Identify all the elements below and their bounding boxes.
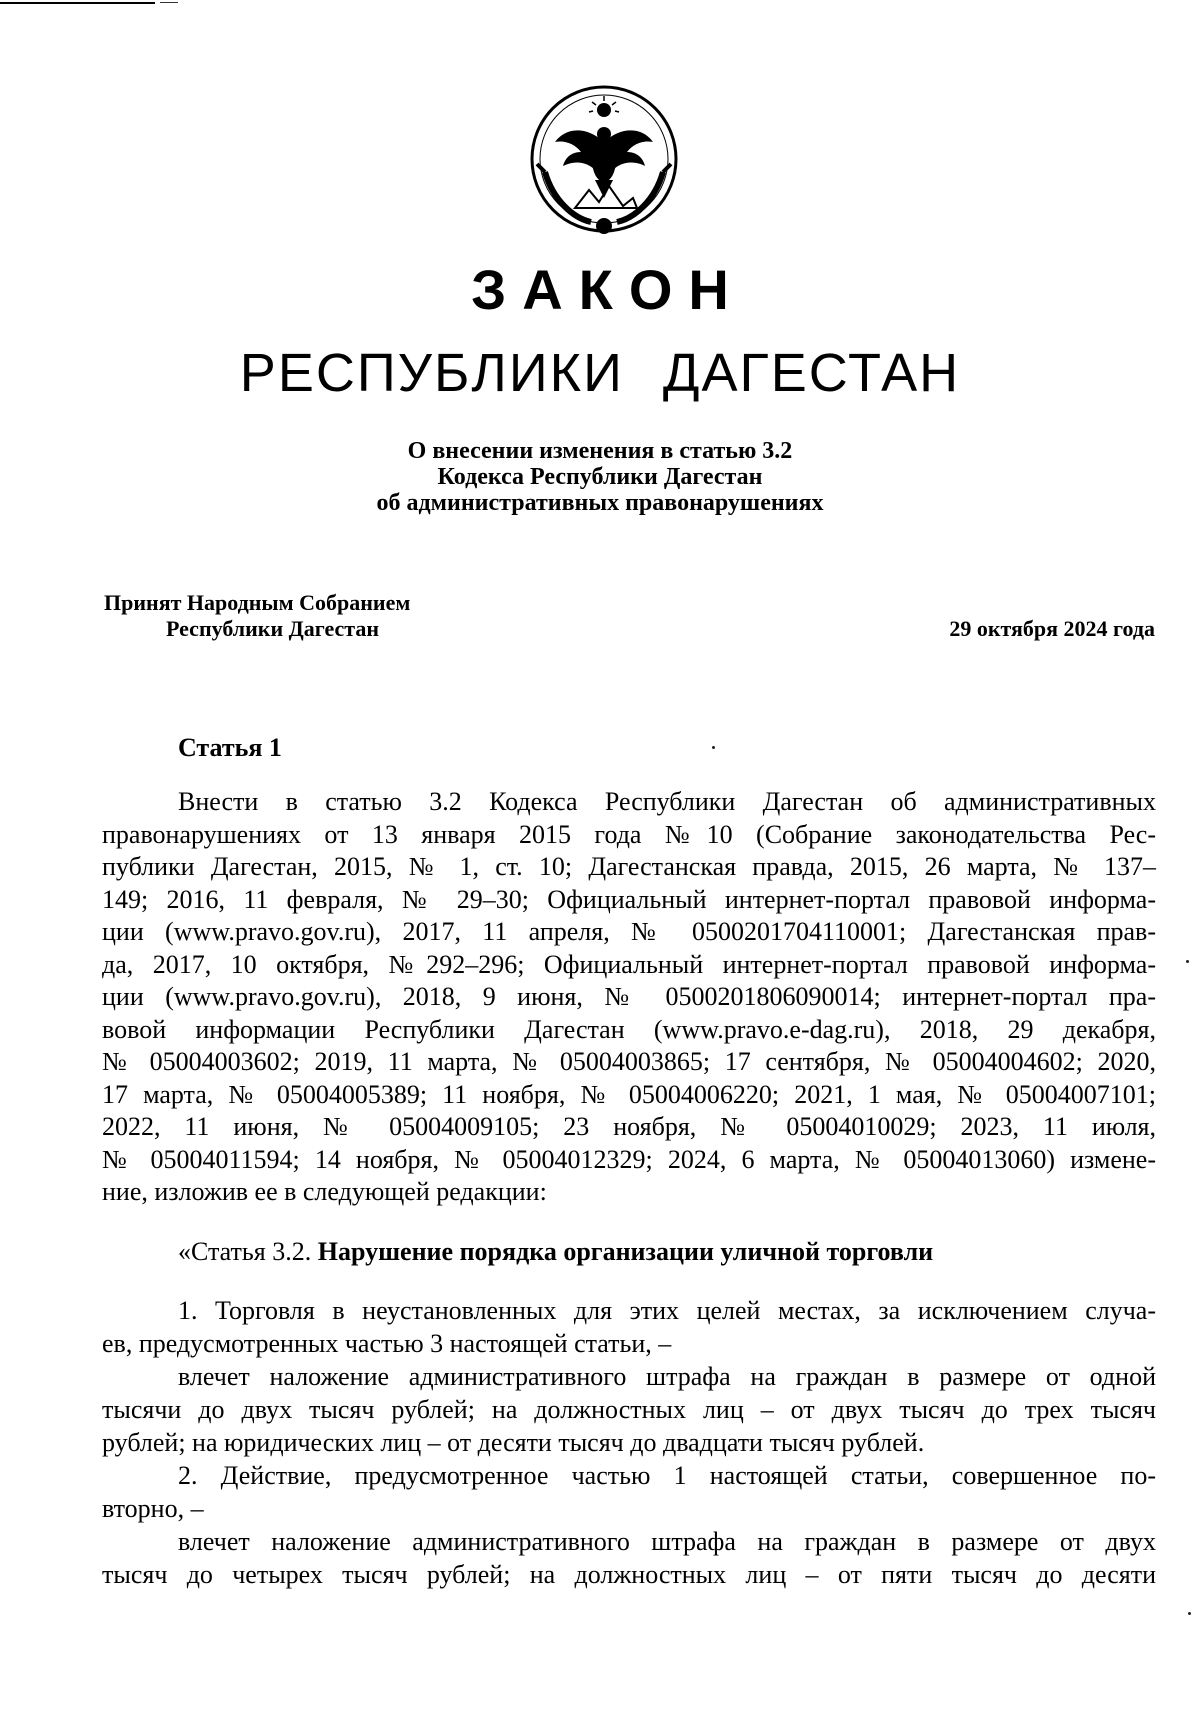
body-line: да, 2017, 10 октября, №292–296; Официальный интернет-портал правовой информа- [102,949,1156,979]
republic-word-2: ДАГЕСТАН [662,343,961,403]
article-3-2-prefix: «Статья 3.2. [178,1237,312,1266]
article-body [102,786,1156,1209]
body-line: № 05004003602; 2019, 11 марта, № 05004003865; 17 сентября, № 05004004602; 2020, [102,1047,1156,1076]
document-type-heading: ЗАКОН [471,258,745,321]
republic-heading [0,340,1200,406]
law-title-line: об административных правонарушениях [376,490,824,516]
republic-word-1: РЕСПУБЛИКИ [239,343,624,403]
body-line: Внести в статью 3.2 Кодекса Республики Дагестан об административных [178,787,1156,816]
body-line: № 05004011594; 14 ноября, № 05004012329; 2024, 6 марта, № 05004013060) измене- [102,1144,1156,1174]
adoption-date: 29 октября 2024 года [949,616,1155,641]
article-heading: Статья 1 [178,733,282,762]
scan-edge-line [0,2,155,4]
body-line: рублей; на юридических лиц – от десяти тысяч до двадцати тысяч рублей. [102,1428,925,1457]
body-line: вовой информации Республики Дагестан (www.pravo.e-dag.ru), 2018, 29 декабря, [102,1014,1156,1044]
scan-speck [712,746,715,749]
scan-edge-line [160,2,178,3]
dagestan-emblem-icon [525,80,683,238]
body-line: тысяч до четырех тысяч рублей; на должностных лиц – от пяти тысяч до десяти [102,1560,1156,1589]
law-title-line: О внесении изменения в статью 3.2 [407,438,793,464]
body-line: ции (www.pravo.gov.ru), 2017, 11 апреля, № 0500201704110001; Дагестанская прав- [102,917,1156,946]
scan-speck [1188,1612,1191,1615]
law-title-line: Кодекса Республики Дагестан [437,464,763,490]
scan-speck [1186,960,1189,963]
body-line: правонарушениях от 13 января 2015 года №10 (Собрание законодательства Рес- [102,819,1156,849]
body-line: тысячи до двух тысяч рублей; на должностных лиц – от двух тысяч до трех тысяч [102,1395,1156,1424]
body-line: ции (www.pravo.gov.ru), 2018, 9 июня, № 0500201806090014; интернет-портал пра- [102,982,1156,1011]
adopted-line: Принят Народным Собранием [104,590,411,615]
article-3-2-body [102,1294,1156,1591]
article-3-2-title: Нарушение порядка организации уличной торговли [317,1237,934,1266]
body-line: публики Дагестан, 2015, № 1, ст. 10; Дагестанская правда, 2015, 26 марта, № 137– [102,852,1156,881]
adopted-by [104,590,410,642]
law-title [0,438,1200,516]
body-line: ев, предусмотренных частью 3 настоящей статьи, – [102,1329,672,1358]
body-line: влечет наложение административного штрафа на граждан в размере от двух [178,1527,1156,1556]
adopted-line: Республики Дагестан [166,616,380,641]
body-line: вторно, – [102,1494,204,1523]
article-3-2-heading [178,1236,933,1268]
body-line: ние, изложив ее в следующей редакции: [102,1177,547,1206]
body-line: влечет наложение административного штрафа на граждан в размере от одной [178,1362,1156,1391]
body-line: 2. Действие, предусмотренное частью 1 настоящей статьи, совершенное по- [178,1461,1156,1490]
body-line: 149; 2016, 11 февраля, № 29–30; Официальный интернет-портал правовой информа- [102,884,1156,914]
body-line: 17 марта, № 05004005389; 11 ноября, № 05004006220; 2021, 1 мая, № 05004007101; [102,1079,1156,1109]
body-line: 2022, 11 июня, № 05004009105; 23 ноября, № 05004010029; 2023, 11 июля, [102,1112,1156,1141]
body-line: 1. Торговля в неустановленных для этих целей местах, за исключением случа- [178,1296,1156,1325]
